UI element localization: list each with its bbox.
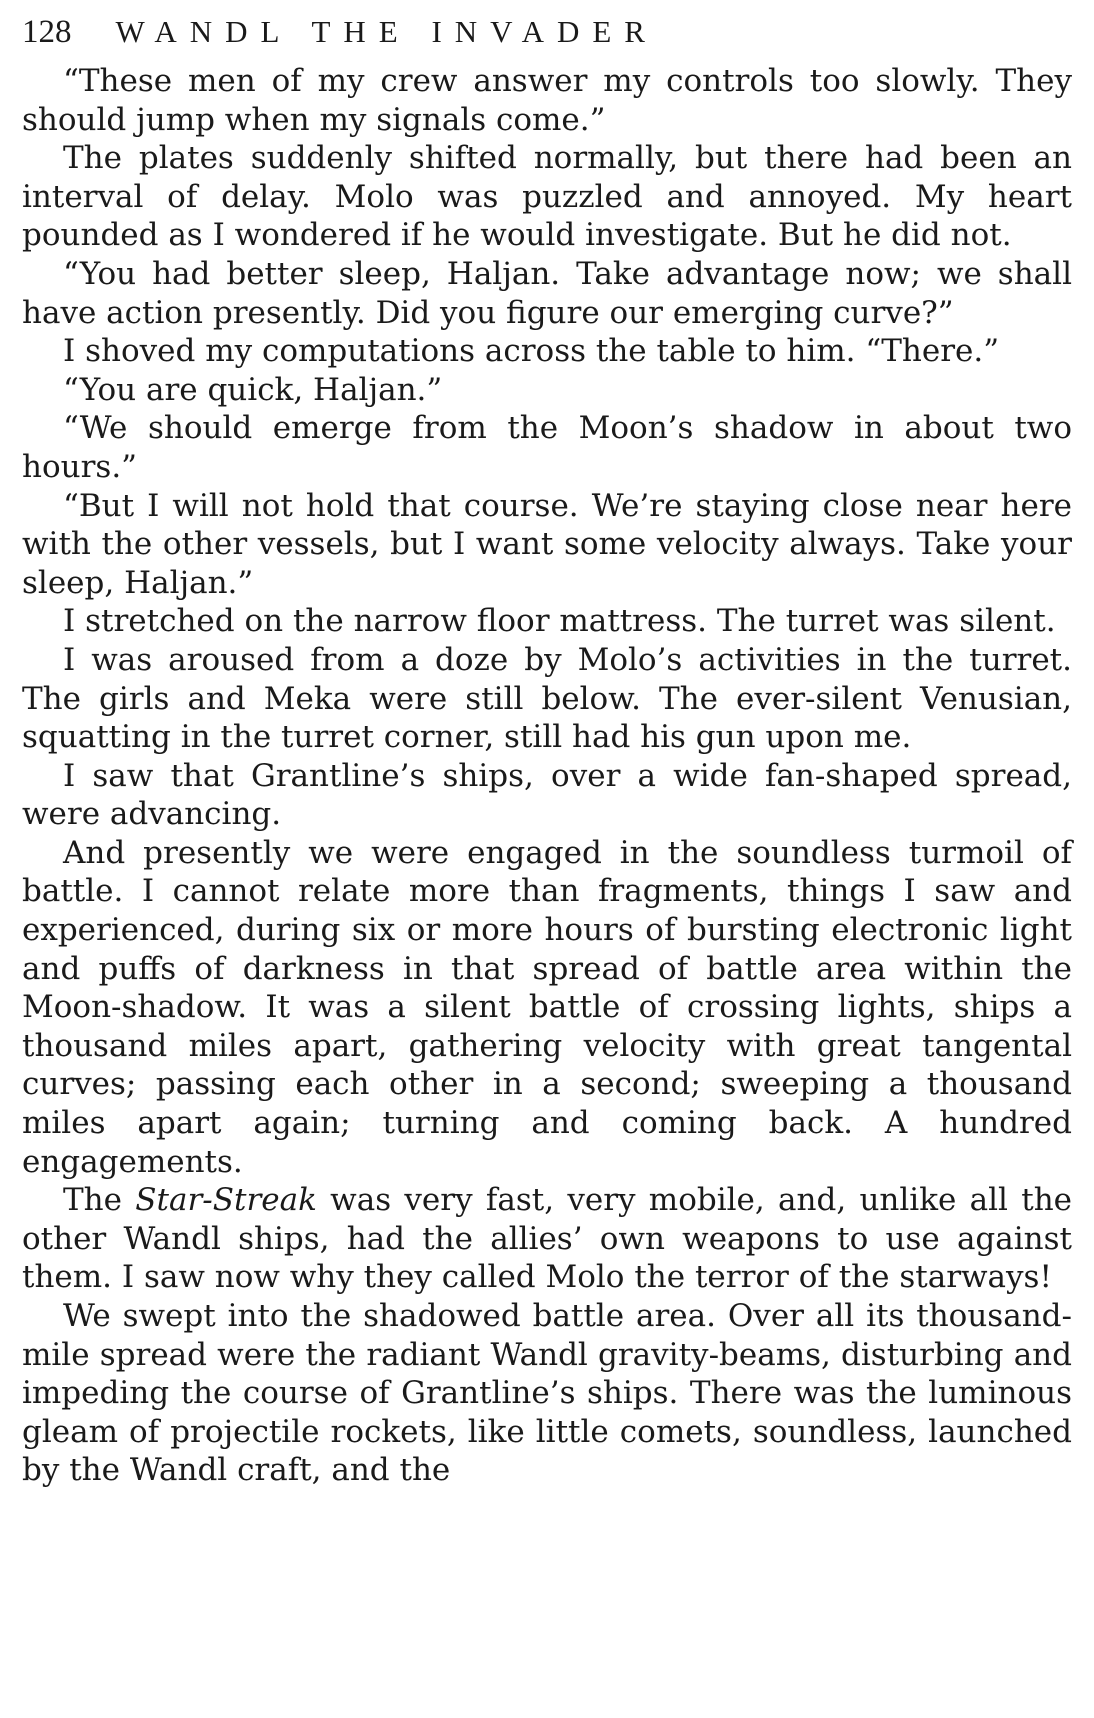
paragraph: The plates suddenly shifted normally, but there had been an interval of delay. Molo was puzzled and annoyed. My heart pounded as I wondered if he would investigate. But he did not.: [22, 140, 1072, 254]
running-title: WANDL THE INVADER: [115, 14, 658, 49]
paragraph: “These men of my crew answer my controls too slowly. They should jump when my signals come.”: [22, 63, 1072, 138]
page-header: [22, 14, 1072, 58]
paragraph-star-streak: [22, 1181, 1072, 1297]
paragraph: “You had better sleep, Haljan. Take advantage now; we shall have action presently. Did you figure our emerging curve?”: [22, 255, 1072, 331]
body-text: [22, 62, 1072, 1490]
paragraph-text-before: The: [63, 1182, 136, 1219]
paragraph: I saw that Grantline’s ships, over a wide fan-shaped spread, were advancing.: [22, 757, 1072, 833]
paragraph-text-after: was very fast, very mobile, and, unlike all the other Wandl ships, had the allies’ own weapons to use against them. I saw now why they called Molo the terror of the starways!: [22, 1182, 1073, 1296]
paragraph: “We should emerge from the Moon’s shadow in about two hours.”: [22, 410, 1072, 485]
paragraph: “You are quick, Haljan.”: [63, 371, 443, 408]
page-number: 128: [22, 14, 72, 50]
paragraph: I shoved my computations across the table to him. “There.”: [63, 333, 1000, 370]
paragraph: And presently we were engaged in the soundless turmoil of battle. I cannot relate more than fragments, things I saw and experienced, during six or more hours of bursting electronic light and puffs of darkness in that spread of battle area within the Moon-shadow. It was a silent battle of crossing lights, ships a thousand miles apart, gathering velocity with great tangental curves; passing each other in a second; sweeping a thousand miles apart again; turning and coming back. A hundred engagements.: [22, 834, 1072, 1180]
paragraph: I stretched on the narrow floor mattress. The turret was silent.: [63, 603, 1056, 640]
paragraph: I was aroused from a doze by Molo’s activities in the turret. The girls and Meka were still below. The ever-silent Venusian, squatting in the turret corner, still had his gun upon me.: [22, 641, 1072, 756]
paragraph: We swept into the shadowed battle area. Over all its thousand-mile spread were the radiant Wandl gravity-beams, disturbing and impeding the course of Grantline’s ships. There was the luminous gleam of projectile rockets, like little comets, soundless, launched by the Wandl craft, and the: [22, 1298, 1072, 1489]
ship-name-italic: Star-Streak: [135, 1182, 317, 1219]
book-page: [22, 14, 1072, 1490]
paragraph: “But I will not hold that course. We’re staying close near here with the other vessels, but I want some velocity always. Take your sleep, Haljan.”: [22, 487, 1072, 601]
